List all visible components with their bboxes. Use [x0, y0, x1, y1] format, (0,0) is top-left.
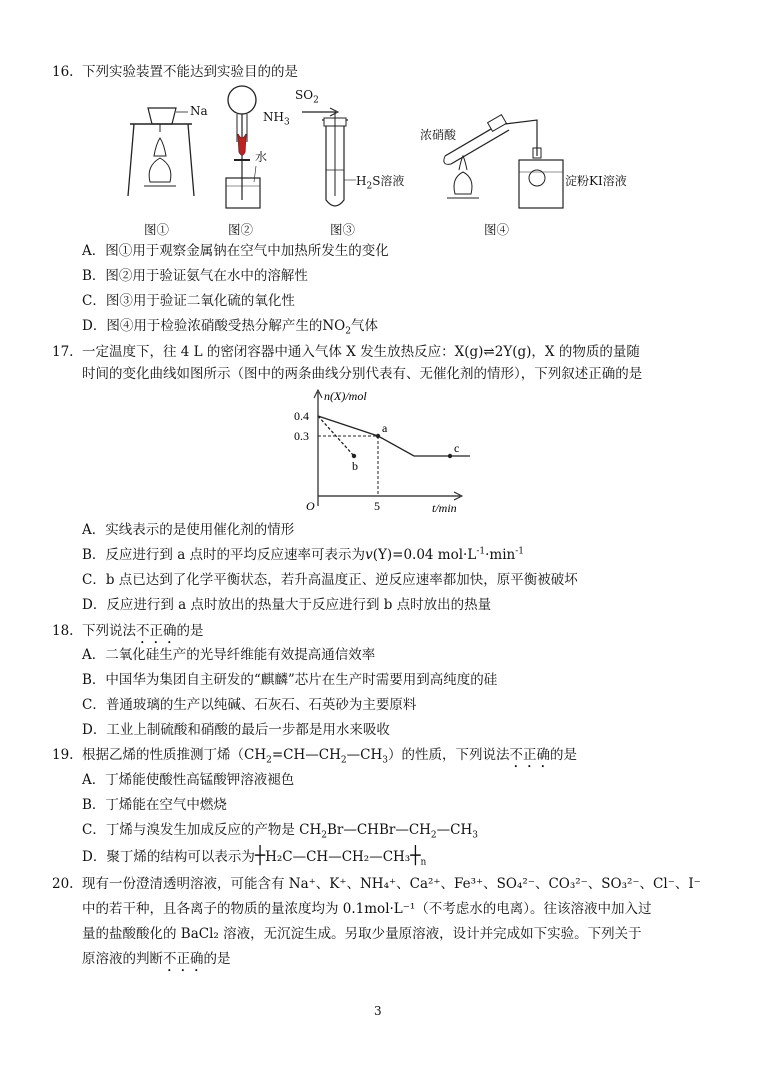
q19-option-c: C．丁烯与溴发生加成反应的产物是 $CH_2Br—CHBr—CH_2—CH_3$ — [82, 822, 478, 841]
q20-line4: 原溶液的判断不正确的是 — [82, 951, 231, 967]
q19-number: 19. — [52, 747, 74, 763]
q18-option-b: B．中国华为集团自主研发的“麒麟”芯片在生产时需要用到高纯度的硅 — [82, 672, 498, 688]
q18-stem: 下列说法不正确的是 — [82, 623, 204, 639]
q17-stem-line2: 时间的变化曲线如图所示（图中的两条曲线分别代表有、无催化剂的情形），下列叙述正确的是 — [82, 366, 643, 382]
figure-4-label-ki: 淀粉KI溶液 — [565, 174, 627, 188]
chart-point-a — [376, 434, 380, 438]
figure-2-ammonia-fountain — [220, 82, 280, 217]
q17-option-c: C．b 点已达到了化学平衡状态，若升高温度正、逆反应速率都加快，原平衡被破坏 — [82, 572, 578, 588]
q17-option-a: A．实线表示的是使用催化剂的情形 — [82, 522, 295, 538]
figure-caption-2: 图② — [228, 222, 254, 237]
q16-number: 16. — [52, 64, 74, 80]
q20-number: 20. — [52, 876, 74, 892]
figure-3-label-so2: $SO_2$ — [295, 88, 319, 106]
q16-stem: 下列实验装置不能达到实验目的的是 — [82, 64, 298, 80]
figure-caption-1: 图① — [144, 222, 170, 237]
figure-1-label-na: Na — [190, 104, 208, 118]
chart-ylabel: n(X)/mol — [324, 389, 367, 403]
chart-x-tick: 5 — [374, 499, 380, 513]
q19-option-b: B．丁烯能在空气中燃烧 — [82, 797, 227, 813]
q18-number: 18. — [52, 623, 74, 639]
q19-option-a: A．丁烯能使酸性高锰酸钾溶液褪色 — [82, 772, 295, 788]
q19-stem: 根据乙烯的性质推测丁烯$(CH_2=CH—CH_2—CH_3)$的性质，下列说法不正确的是 — [82, 747, 577, 766]
chart-y-tick: 0.4 — [294, 409, 309, 423]
figure-2-label-water: 水 — [255, 150, 268, 164]
chart-point-label-b: b — [352, 459, 358, 473]
q17-number: 17. — [52, 344, 74, 360]
figure-4-label-nitric-acid: 浓硝酸 — [420, 128, 457, 142]
q17-chart — [280, 386, 470, 516]
q19-option-d: D．聚丁烯的结构可以表示为$┼H_2C—CH—CH_2—CH_3┼_n$ — [82, 846, 427, 868]
figure-caption-3: 图③ — [330, 222, 356, 237]
chart-point-b — [352, 454, 356, 458]
q20-line3: 量的盐酸酸化的 BaCl₂ 溶液，无沉淀生成。另取少量原溶液，设计并完成如下实验。下列关于 — [82, 926, 642, 942]
chart-point-label-c: c — [454, 441, 460, 455]
chart-xlabel: t/min — [432, 501, 457, 515]
chart-y-tick: 0.3 — [294, 429, 309, 443]
q17-option-b: B．反应进行到 a 点时的平均反应速率可表示为v(Y)=0.04 $mol\cdot L^{-1}\cdot\min^{-1}$ — [82, 546, 524, 563]
figure-2-label-nh3: $NH_3$ — [263, 110, 290, 128]
q16-option-d: D．图④用于检验浓硝酸受热分解产生的$NO_2$气体 — [82, 318, 378, 337]
figure-4-nitric-acid-decomposition — [425, 104, 575, 216]
chart-point-c — [448, 454, 452, 458]
chart-origin: O — [306, 499, 315, 513]
figure-3-label-h2s: $H_2S$溶液 — [356, 174, 405, 192]
figure-caption-4: 图④ — [484, 222, 510, 237]
q16-option-b: B．图②用于验证氨气在水中的溶解性 — [82, 268, 308, 284]
q17-option-d: D．反应进行到 a 点时放出的热量大于反应进行到 b 点时放出的热量 — [82, 597, 492, 613]
figure-3-so2-tube — [300, 104, 370, 216]
q16-option-a: A．图①用于观察金属钠在空气中加热所发生的变化 — [82, 243, 389, 259]
q18-option-c: C．普通玻璃的生产以纯碱、石灰石、石英砂为主要原料 — [82, 697, 417, 713]
page-number: 3 — [374, 1004, 382, 1018]
q16-option-c: C．图③用于验证二氧化硫的氧化性 — [82, 293, 295, 309]
q20-line1: 现有一份澄清透明溶液，可能含有 Na⁺、K⁺、NH₄⁺、Ca²⁺、Fe³⁺、SO₄²⁻、CO₃²⁻、SO₃²⁻、Cl⁻、I⁻ — [82, 876, 701, 892]
q18-option-d: D．工业上制硫酸和硝酸的最后一步都是用水来吸收 — [82, 722, 390, 738]
q18-option-a: A．二氧化硅生产的光导纤维能有效提高通信效率 — [82, 647, 376, 663]
q17-stem-line1: 一定温度下，往 4 L 的密闭容器中通入气体 X 发生放热反应：X(g)⇌2Y(g)，X 的物质的量随 — [82, 344, 640, 360]
chart-point-label-a: a — [382, 421, 388, 435]
q20-line2: 中的若干种，且各离子的物质的量浓度均为 0.1mol·L⁻¹（不考虑水的电离）。往该溶液中加入过 — [82, 901, 652, 917]
